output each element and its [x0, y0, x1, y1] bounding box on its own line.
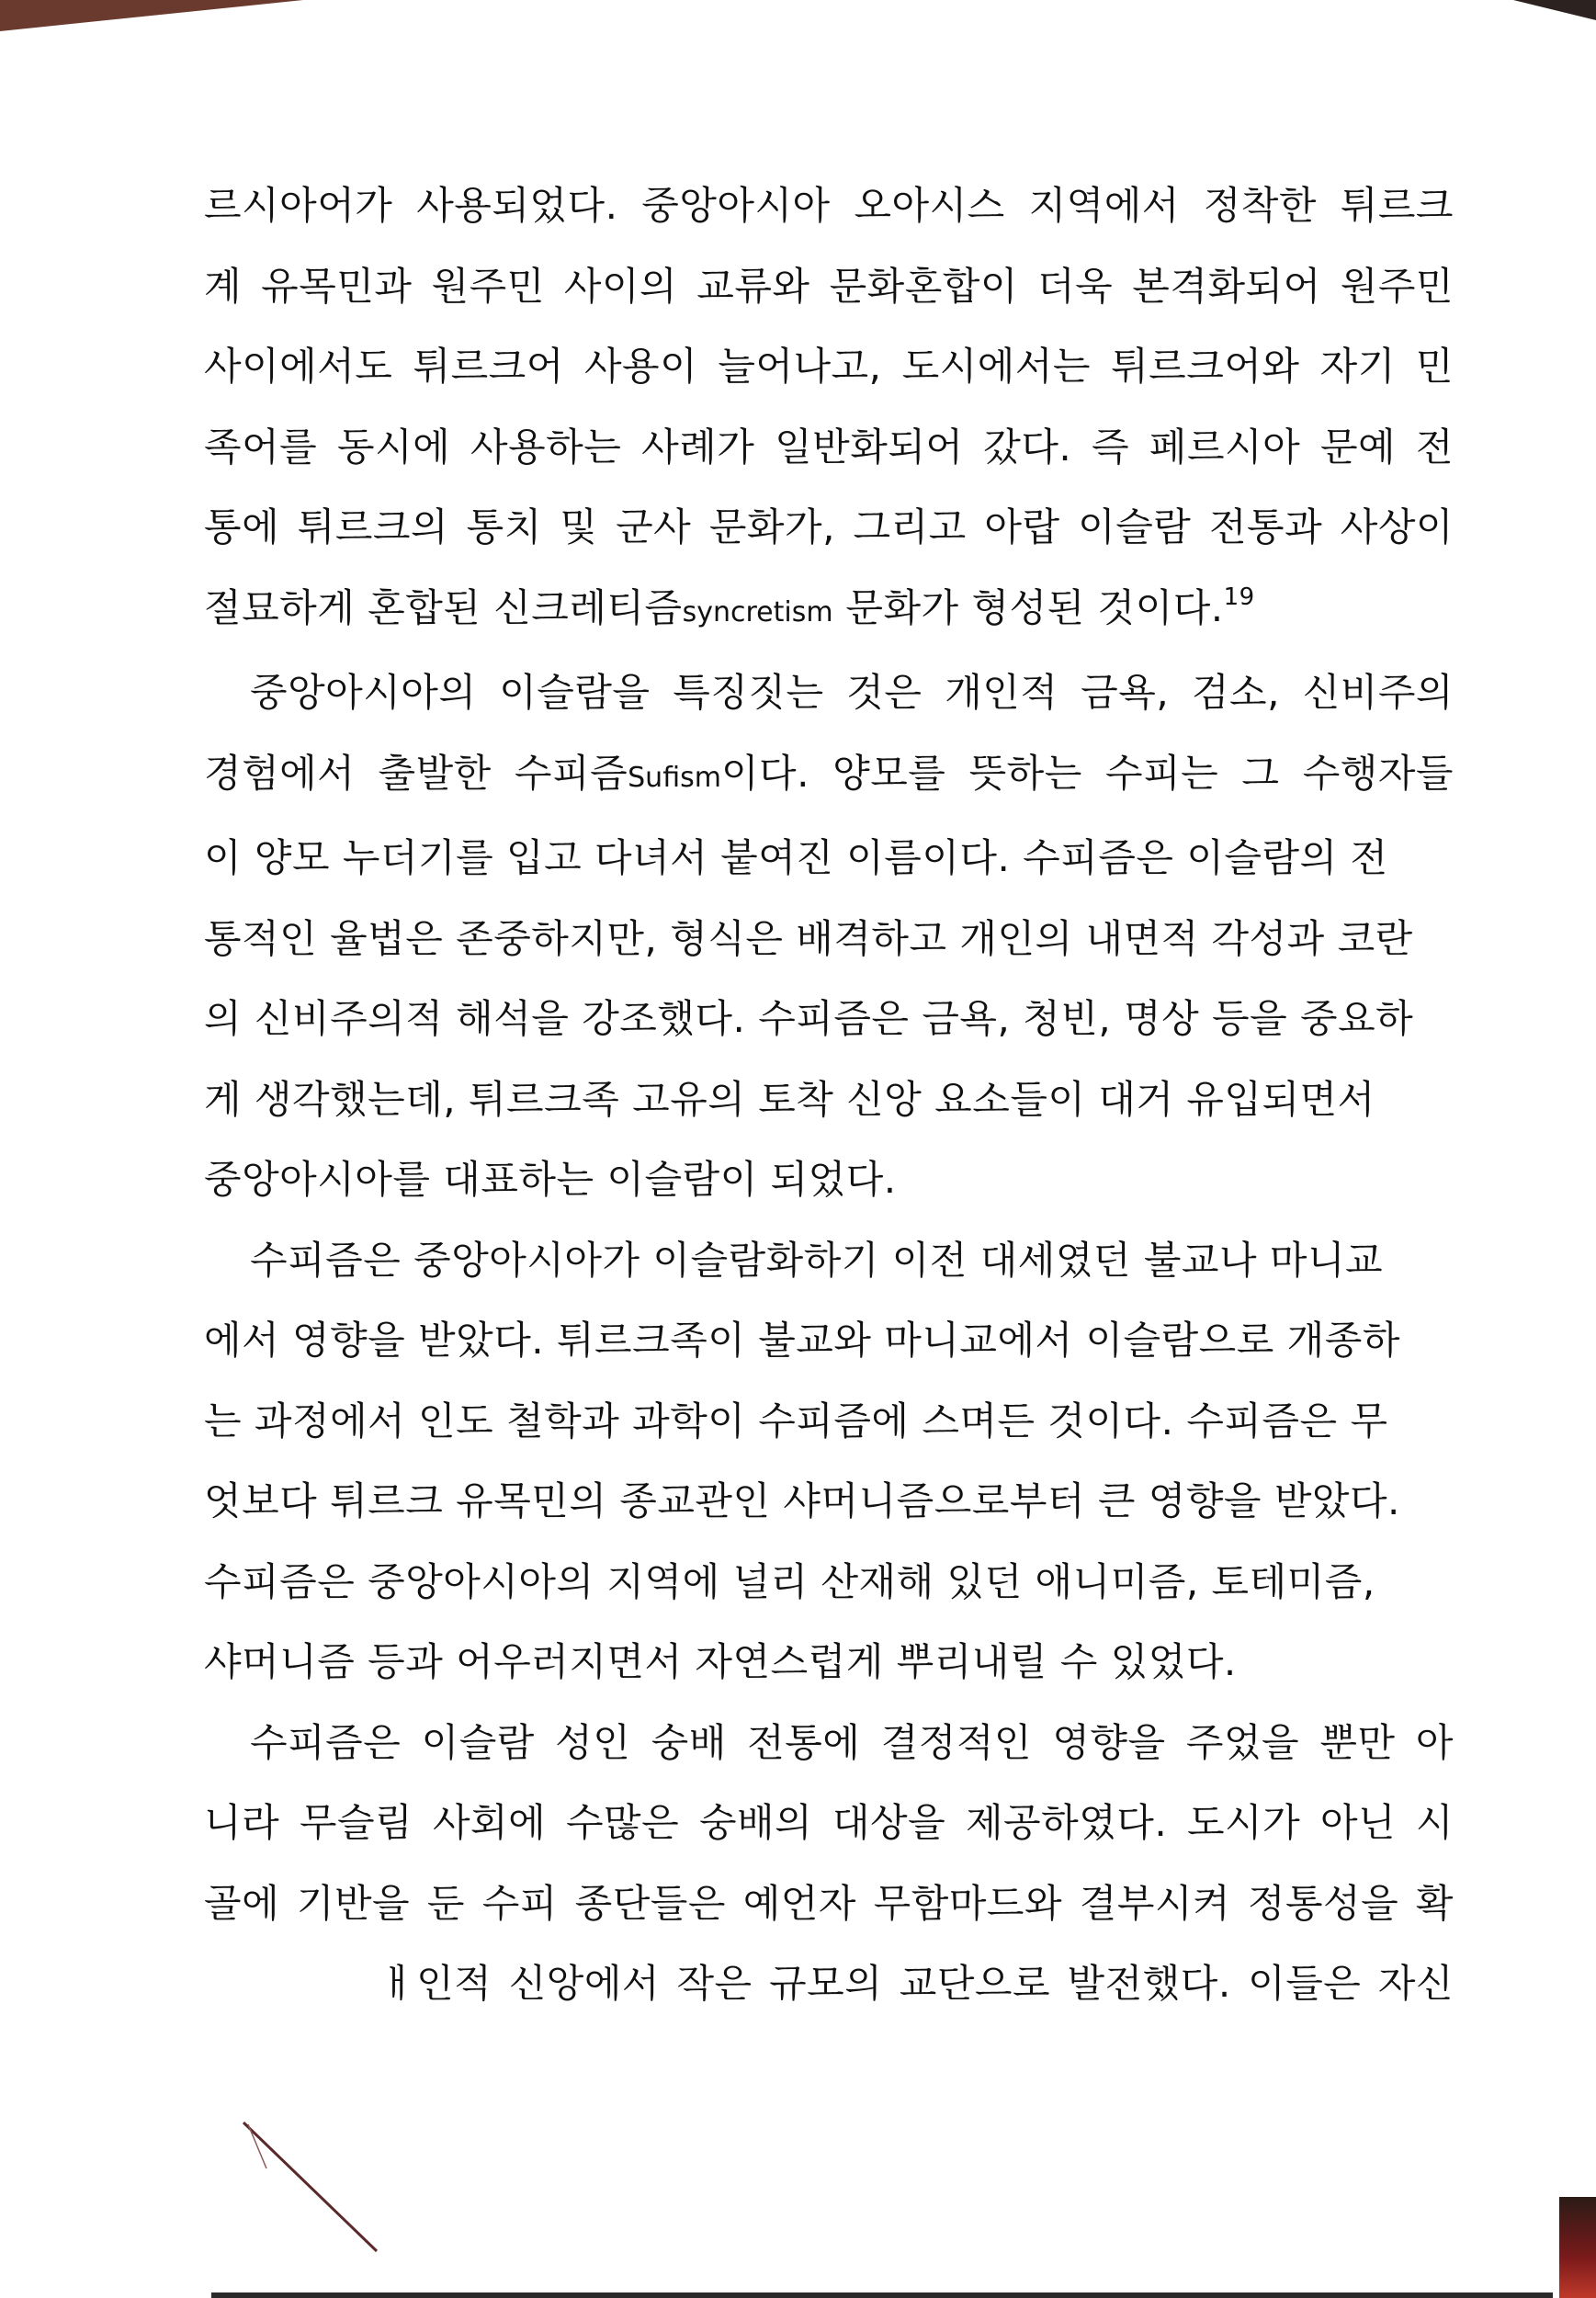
text-line: 중앙아시아의 이슬람을 특징짓는 것은 개인적 금욕, 검소, 신비주의	[250, 670, 1454, 715]
text-line: 중앙아시아를 대표하는 이슬람이 되었다.	[204, 1157, 897, 1202]
text-line: 는 과정에서 인도 철학과 과학이 수피즘에 스며든 것이다. 수피즘은 무	[204, 1398, 1388, 1443]
text-segment: 문화가 형성된 것이다.	[832, 584, 1224, 630]
paragraph-3	[204, 1220, 1454, 1703]
footnote-marker: 19	[1223, 583, 1255, 611]
photo-edge-bottom-right	[1559, 2197, 1596, 2298]
text-segment: 경험에서 출발한 수피즘	[204, 750, 628, 796]
text-line: 게 생각했는데, 튀르크족 고유의 토착 신앙 요소들이 대거 유입되면서	[204, 1076, 1375, 1122]
text-line-partial: ㅐ인적 신앙에서 작은 규모의 교단으로 발전했다. 이들은 자신	[379, 1961, 1454, 2006]
paragraph-2-first-line	[204, 652, 1454, 733]
text-line: 통적인 율법은 존중하지만, 형식은 배격하고 개인의 내면적 각성과 코란	[204, 915, 1413, 961]
page-body	[204, 165, 1454, 2024]
pen-stroke-mark	[230, 2113, 413, 2260]
text-line: 에서 영향을 받았다. 튀르크족이 불교와 마니교에서 이슬람으로 개종하	[204, 1318, 1400, 1363]
text-line: 수피즘은 중앙아시아가 이슬람화하기 이전 대세였던 불교나 마니교	[250, 1237, 1384, 1283]
paragraph-4	[204, 1703, 1454, 1944]
text-segment: 이다. 양모를 뜻하는 수피는 그 수행자들	[720, 750, 1454, 796]
finger-shadow	[0, 0, 303, 31]
latin-term: Sufism	[628, 761, 721, 794]
text-line: 엇보다 튀르크 유목민의 종교관인 샤머니즘으로부터 큰 영향을 받았다.	[204, 1478, 1400, 1523]
text-line: 족어를 동시에 사용하는 사례가 일반화되어 갔다. 즉 페르시아 문예 전	[204, 424, 1454, 470]
text-line: 샤머니즘 등과 어우러지면서 자연스럽게 뿌리내릴 수 있었다.	[204, 1639, 1237, 1684]
text-line: 이 양모 누더기를 입고 다녀서 붙여진 이름이다. 수피즘은 이슬람의 전	[204, 835, 1388, 880]
paragraph-1-last-line	[204, 568, 1454, 653]
text-segment: 절묘하게 혼합된 신크레티즘	[204, 584, 683, 630]
text-line: 르시아어가 사용되었다. 중앙아시아 오아시스 지역에서 정착한 튀르크	[204, 183, 1454, 228]
text-line: 수피즘은 이슬람 성인 숭배 전통에 결정적인 영향을 주었을 뿐만 아	[250, 1719, 1454, 1765]
paragraph-2-rest	[204, 818, 1454, 1220]
paragraph-2-line-2	[204, 733, 1454, 819]
text-line: 통에 튀르크의 통치 및 군사 문화가, 그리고 아랍 이슬람 전통과 사상이	[204, 504, 1454, 549]
corner-shadow	[1513, 0, 1596, 20]
text-line: 계 유목민과 원주민 사이의 교류와 문화혼합이 더욱 본격화되어 원주민	[204, 263, 1454, 309]
photo-edge-top	[0, 0, 1596, 31]
latin-term: syncretism	[682, 595, 833, 628]
text-line: 골에 기반을 둔 수피 종단들은 예언자 무함마드와 결부시켜 정통성을 확	[204, 1880, 1454, 1926]
text-line: 수피즘은 중앙아시아의 지역에 널리 산재해 있던 애니미즘, 토테미즘,	[204, 1558, 1375, 1604]
page-bottom-edge	[211, 2292, 1553, 2298]
partial-line-row	[204, 1943, 1454, 2024]
text-line: 사이에서도 튀르크어 사용이 늘어나고, 도시에서는 튀르크어와 자기 민	[204, 344, 1454, 389]
text-line: 의 신비주의적 해석을 강조했다. 수피즘은 금욕, 청빈, 명상 등을 중요하	[204, 996, 1414, 1041]
paragraph-1	[204, 165, 1454, 568]
text-line: 니라 무슬림 사회에 수많은 숭배의 대상을 제공하였다. 도시가 아닌 시	[204, 1800, 1454, 1845]
